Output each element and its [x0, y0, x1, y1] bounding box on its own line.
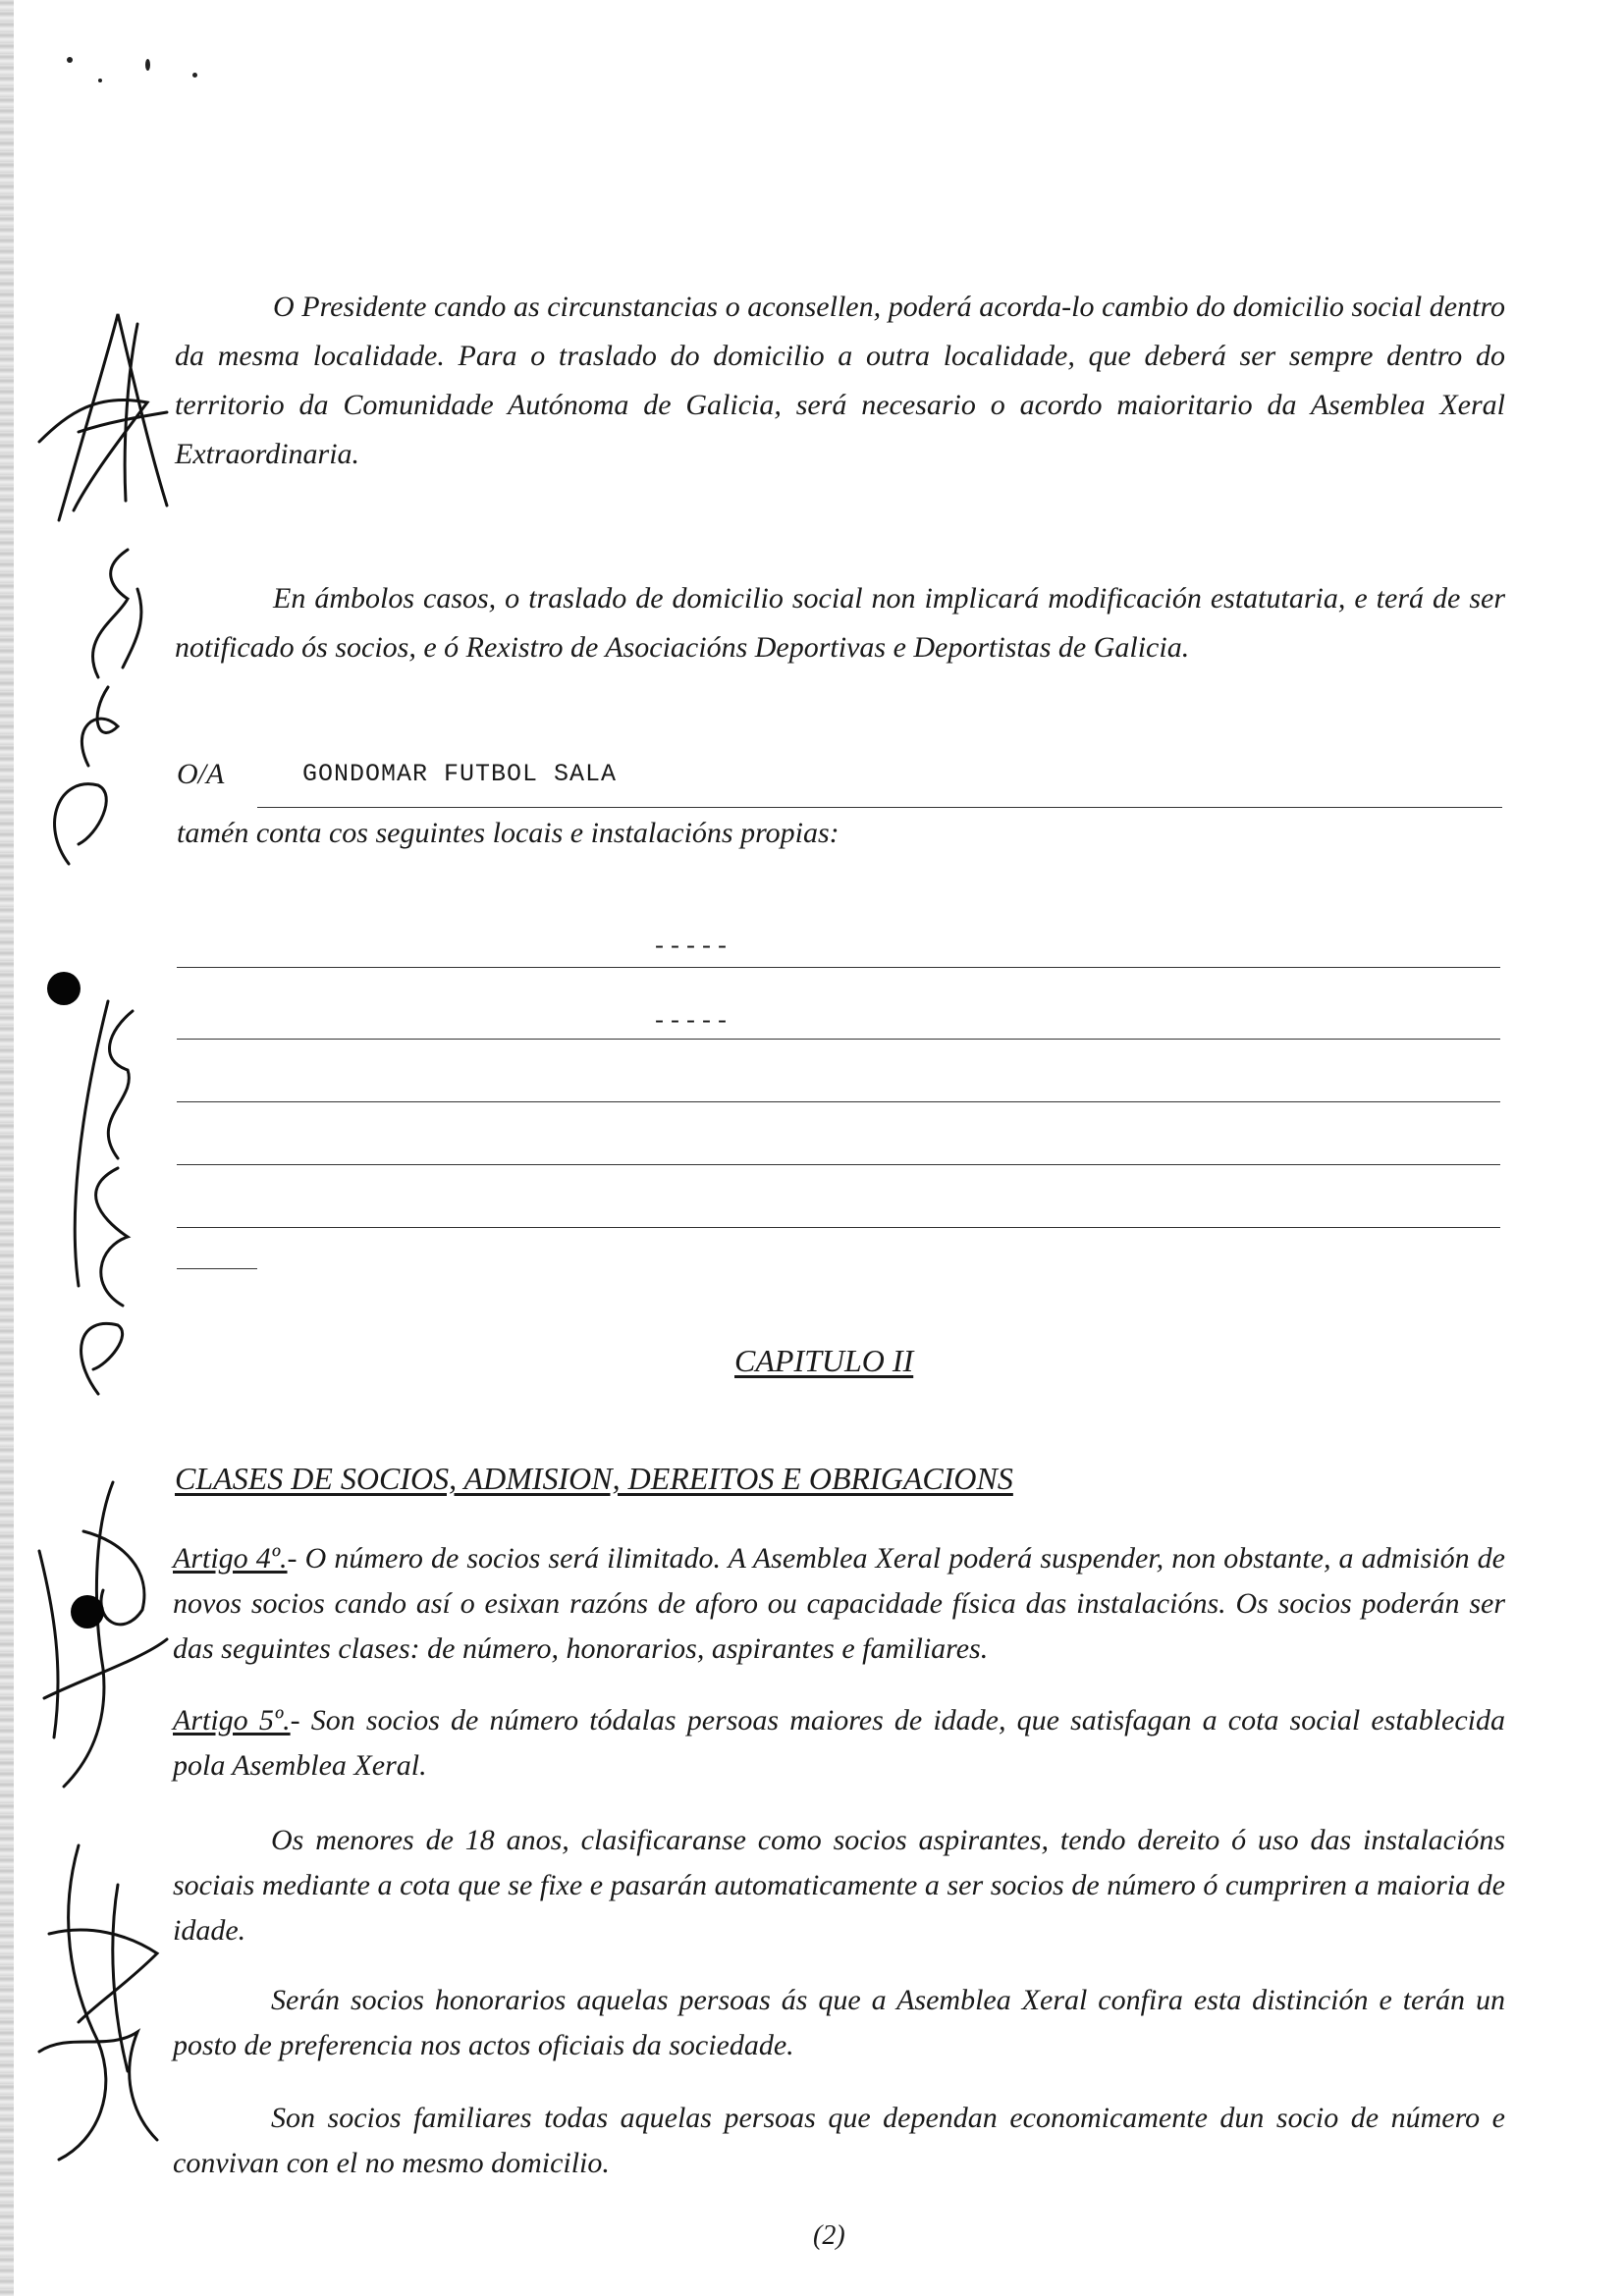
- paragraph-traslado: En ámbolos casos, o traslado de domicilio social non implicará modificación estatutaria, e terá de ser notificado ós socios, e ó Rexistro de Asociacións Deportivas e Deportistas de Galicia.: [175, 582, 1505, 664]
- dash-placeholder-2: -----: [652, 1007, 731, 1036]
- blank-line-4: [177, 1164, 1500, 1165]
- article-5-label: Artigo 5º.: [173, 1704, 291, 1736]
- paragraph-familiares: Son socios familiares todas aquelas persoas que dependan economicamente dun socio de número e convivan con el no mesmo domicilio.: [173, 2102, 1505, 2179]
- margin-signature-4: [25, 1472, 172, 1796]
- club-name-underline: [257, 807, 1502, 808]
- scan-speck: [192, 73, 197, 78]
- scan-speck: [98, 79, 102, 82]
- scan-edge-shadow: [0, 0, 14, 2296]
- article-4-text: - O número de socios será ilimitado. A Asemblea Xeral poderá suspender, non obstante, a admisión de novos socios cando así o esixan razóns de aforo ou capacidade física das instalacións. Os socios poderán ser das seguintes clases: de número, honorarios, aspirantes e familiares.: [173, 1542, 1505, 1665]
- page-number: (2): [813, 2220, 845, 2251]
- article-5: [173, 1698, 1505, 1789]
- margin-signature-1: [20, 294, 177, 530]
- dash-placeholder-1: -----: [652, 933, 731, 961]
- paragraph-honorarios: Serán socios honorarios aquelas persoas ás que a Asemblea Xeral confira esta distinción e terán un posto de preferencia nos actos oficiais da sociedade.: [173, 1984, 1505, 2061]
- paragraph-menores: Os menores de 18 anos, clasificaranse como socios aspirantes, tendo dereito ó uso das instalacións sociais mediante a cota que se fixe e pasarán automaticamente a ser socios de número ó cumpriren a maioria de idade.: [173, 1824, 1505, 1947]
- blank-line-1: [177, 967, 1500, 968]
- blank-line-short: [177, 1268, 257, 1269]
- blank-line-2: [177, 1039, 1500, 1040]
- ink-blot: [71, 1595, 104, 1629]
- scan-speck: [67, 57, 73, 63]
- club-name: GONDOMAR FUTBOL SALA: [302, 760, 618, 788]
- chapter-title: CAPITULO II: [734, 1343, 914, 1378]
- margin-signature-5: [20, 1826, 167, 2179]
- blank-line-3: [177, 1101, 1500, 1102]
- blank-line-5: [177, 1227, 1500, 1228]
- article-4: [173, 1536, 1505, 1672]
- margin-signature-2: [29, 530, 167, 883]
- scan-speck: [145, 59, 150, 71]
- article-5-text: - Son socios de número tódalas persoas maiores de idade, que satisfagan a cota social establecida pola Asemblea Xeral.: [173, 1704, 1505, 1782]
- ink-blot: [47, 972, 81, 1005]
- chapter-subtitle: CLASES DE SOCIOS, ADMISION, DEREITOS E OBRIGACIONS: [175, 1461, 1013, 1496]
- paragraph-domicilio: O Presidente cando as circunstancias o aconsellen, poderá acorda-lo cambio do domicilio social dentro da mesma localidade. Para o traslado do domicilio a outra localidade, que deberá ser sempre dentro do territorio da Comunidade Autónoma de Galicia, será necesario o acordo maioritario da Asemblea Xeral Extraordinaria.: [175, 291, 1505, 470]
- oa-label: O/A: [177, 758, 225, 790]
- margin-signature-3: [39, 972, 157, 1414]
- article-4-label: Artigo 4º.: [173, 1542, 288, 1575]
- locais-intro: tamén conta cos seguintes locais e instalacións propias:: [177, 817, 839, 849]
